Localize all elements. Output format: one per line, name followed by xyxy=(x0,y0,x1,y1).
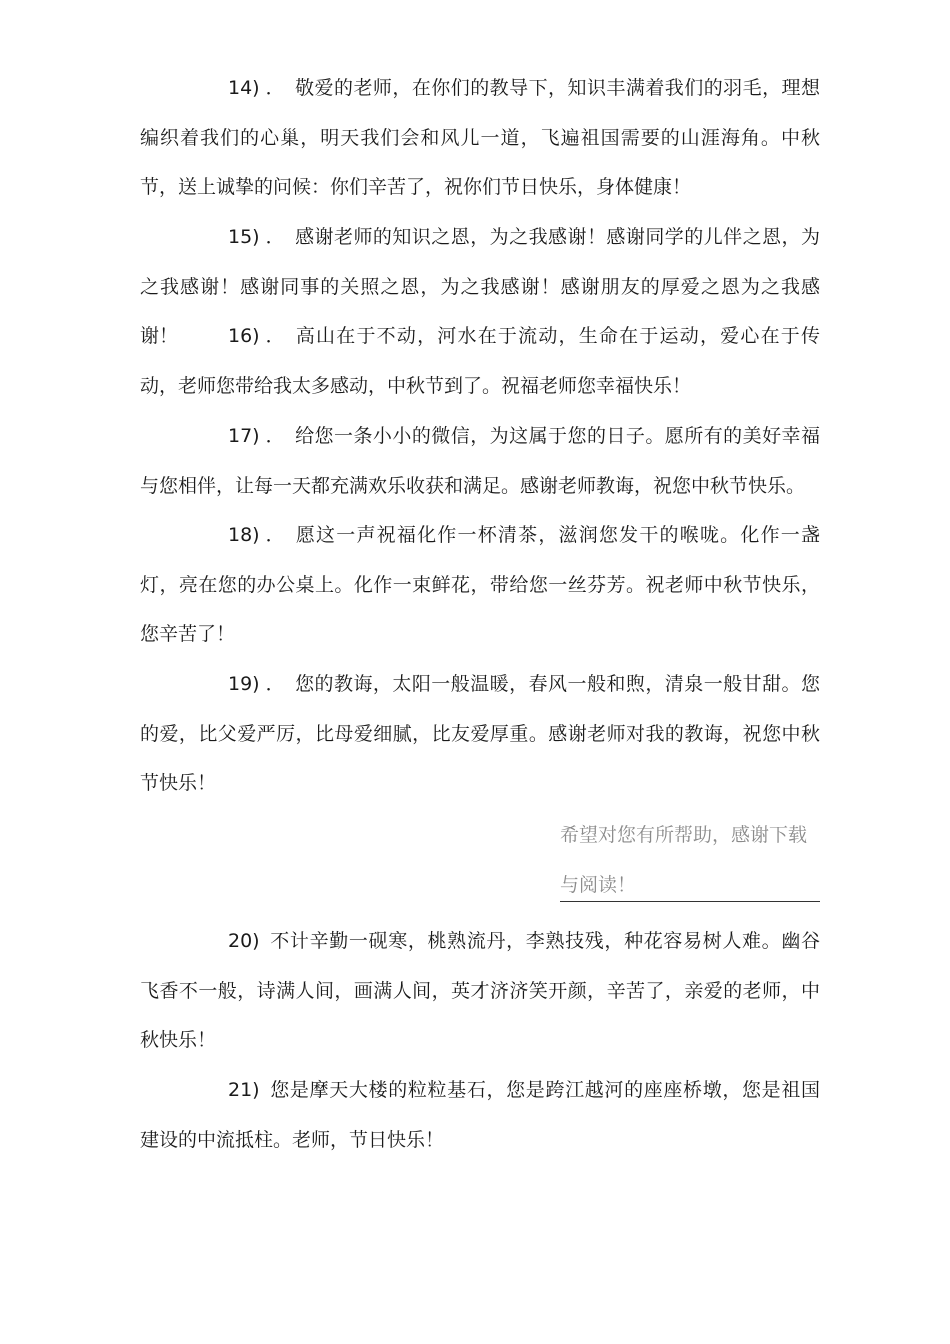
paragraph-16 xyxy=(140,312,820,411)
paragraph-number: 17) ． xyxy=(228,425,285,447)
paragraph-text: 敬爱的老师，在你们的教导下，知识丰满着我们的羽毛，理想编织着我们的心巢，明天我们会和风儿一道，飞遍祖国需要的山涯海角。中秋节，送上诚挚的问候：你们辛苦了，祝你们节日快乐，身体健康！ xyxy=(140,77,820,199)
paragraph-number: 20) xyxy=(228,930,260,952)
paragraph-text: 不计辛勤一砚寒，桃熟流丹，李熟技残，种花容易树人难。幽谷飞香不一般，诗满人间，画满人间，英才济济笑开颜，辛苦了，亲爱的老师，中秋快乐！ xyxy=(140,930,820,1052)
paragraph-text: 感谢老师的知识之恩，为之我感谢！感谢同学的儿伴之恩，为之我感谢！感谢同事的关照之恩，为之我感谢！感谢朋友的厚爱之恩为之我感谢！ xyxy=(140,226,820,348)
paragraph-number: 14) ． xyxy=(228,77,285,99)
paragraph-number: 15) ． xyxy=(228,226,285,248)
paragraph-number: 19) ． xyxy=(228,673,285,695)
paragraph-text: 愿这一声祝福化作一杯清茶，滋润您发干的喉咙。化作一盏灯，亮在您的办公桌上。化作一束鲜花，带给您一丝芬芳。祝老师中秋节快乐，您辛苦了！ xyxy=(140,524,820,646)
paragraph-14 xyxy=(140,64,820,213)
paragraph-20 xyxy=(140,917,820,1066)
paragraph-17 xyxy=(140,412,820,511)
paragraph-number: 16) ． xyxy=(228,325,285,347)
paragraph-text: 给您一条小小的微信，为这属于您的日子。愿所有的美好幸福与您相伴，让每一天都充满欢乐收获和满足。感谢老师教诲，祝您中秋节快乐。 xyxy=(140,425,820,497)
paragraph-21 xyxy=(140,1066,820,1165)
note-underline xyxy=(560,901,820,902)
paragraph-19 xyxy=(140,660,820,809)
paragraph-number: 21) xyxy=(228,1079,260,1101)
paragraph-text: 高山在于不动，河水在于流动，生命在于运动，爱心在于传动，老师您带给我太多感动，中秋节到了。祝福老师您幸福快乐！ xyxy=(140,325,820,397)
paragraph-text: 您的教诲，太阳一般温暖，春风一般和煦，清泉一般甘甜。您的爱，比父爱严厉，比母爱细腻，比友爱厚重。感谢老师对我的教诲，祝您中秋节快乐！ xyxy=(140,673,820,795)
paragraph-text: 您是摩天大楼的粒粒基石，您是跨江越河的座座桥墩，您是祖国建设的中流抵柱。老师，节日快乐！ xyxy=(140,1079,820,1151)
paragraph-number: 18) ． xyxy=(228,524,285,546)
paragraph-18 xyxy=(140,511,820,660)
download-thanks-note: 希望对您有所帮助，感谢下载与阅读！ xyxy=(560,824,808,896)
